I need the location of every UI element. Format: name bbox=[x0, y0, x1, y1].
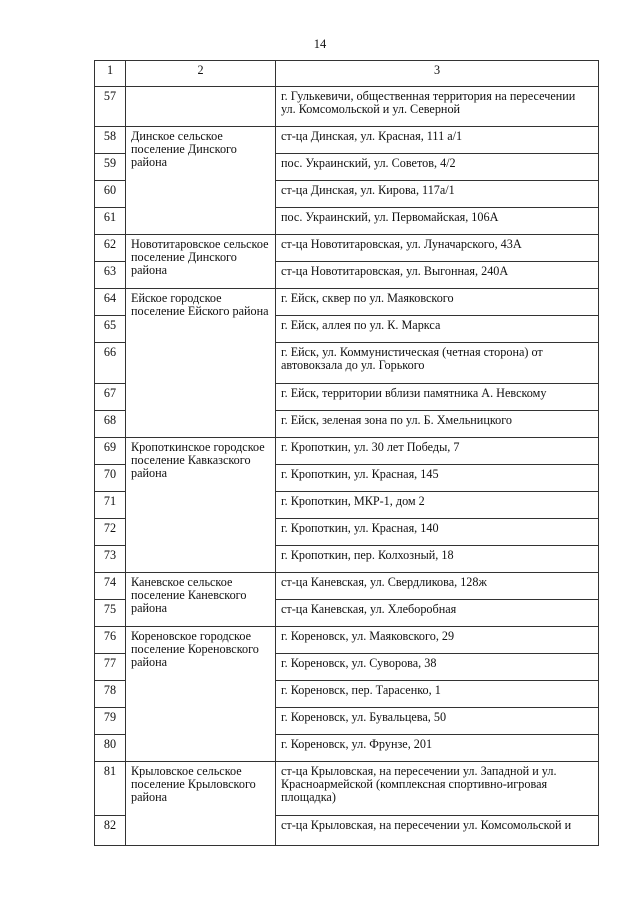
row-number: 59 bbox=[95, 154, 126, 181]
settlement-cell: Каневское сельское поселение Каневского района bbox=[126, 573, 276, 627]
row-number: 79 bbox=[95, 708, 126, 735]
address-cell: пос. Украинский, ул. Советов, 4/2 bbox=[276, 154, 599, 181]
row-number: 67 bbox=[95, 384, 126, 411]
address-cell: г. Кореновск, ул. Фрунзе, 201 bbox=[276, 735, 599, 762]
address-cell: г. Кореновск, пер. Тарасенко, 1 bbox=[276, 681, 599, 708]
row-number: 73 bbox=[95, 546, 126, 573]
address-cell: г. Кореновск, ул. Бувальцева, 50 bbox=[276, 708, 599, 735]
table-row bbox=[95, 289, 599, 316]
row-number: 64 bbox=[95, 289, 126, 316]
row-number: 71 bbox=[95, 492, 126, 519]
address-cell: г. Кореновск, ул. Суворова, 38 bbox=[276, 654, 599, 681]
row-number: 60 bbox=[95, 181, 126, 208]
address-cell: ст-ца Новотитаровская, ул. Луначарского, 43А bbox=[276, 235, 599, 262]
row-number: 78 bbox=[95, 681, 126, 708]
row-number: 68 bbox=[95, 411, 126, 438]
row-number: 65 bbox=[95, 316, 126, 343]
address-cell: ст-ца Новотитаровская, ул. Выгонная, 240А bbox=[276, 262, 599, 289]
settlement-cell: Кореновское городское поселение Кореновского района bbox=[126, 627, 276, 762]
address-cell: г. Ейск, ул. Коммунистическая (четная сторона) от автовокзала до ул. Горького bbox=[276, 343, 599, 384]
address-cell: ст-ца Динская, ул. Красная, 111 а/1 bbox=[276, 127, 599, 154]
address-cell: г. Ейск, зеленая зона по ул. Б. Хмельницкого bbox=[276, 411, 599, 438]
address-cell: ст-ца Каневская, ул. Хлеборобная bbox=[276, 600, 599, 627]
table-row bbox=[95, 87, 599, 127]
table-row bbox=[95, 438, 599, 465]
row-number: 63 bbox=[95, 262, 126, 289]
row-number: 72 bbox=[95, 519, 126, 546]
address-cell: г. Кропоткин, ул. 30 лет Победы, 7 bbox=[276, 438, 599, 465]
row-number: 81 bbox=[95, 762, 126, 816]
row-number: 76 bbox=[95, 627, 126, 654]
address-cell: ст-ца Крыловская, на пересечении ул. Западной и ул. Красноармейской (комплексная спортивно-игровая площадка) bbox=[276, 762, 599, 816]
address-cell: г. Ейск, сквер по ул. Маяковского bbox=[276, 289, 599, 316]
table-row bbox=[95, 627, 599, 654]
address-cell: г. Кропоткин, ул. Красная, 145 bbox=[276, 465, 599, 492]
row-number: 77 bbox=[95, 654, 126, 681]
row-number: 75 bbox=[95, 600, 126, 627]
table-row bbox=[95, 127, 599, 154]
address-cell: г. Кропоткин, МКР-1, дом 2 bbox=[276, 492, 599, 519]
table-row bbox=[95, 762, 599, 816]
address-cell: г. Гулькевичи, общественная территория на пересечении ул. Комсомольской и ул. Северной bbox=[276, 87, 599, 127]
row-number: 82 bbox=[95, 816, 126, 846]
column-header-3: 3 bbox=[276, 61, 599, 87]
address-cell: г. Кропоткин, пер. Колхозный, 18 bbox=[276, 546, 599, 573]
settlement-cell: Ейское городское поселение Ейского района bbox=[126, 289, 276, 438]
column-header-2: 2 bbox=[126, 61, 276, 87]
column-header-1: 1 bbox=[95, 61, 126, 87]
address-cell: ст-ца Крыловская, на пересечении ул. Комсомольской и bbox=[276, 816, 599, 846]
address-cell: пос. Украинский, ул. Первомайская, 106А bbox=[276, 208, 599, 235]
address-cell: г. Ейск, территории вблизи памятника А. Невскому bbox=[276, 384, 599, 411]
settlement-cell: Динское сельское поселение Динского района bbox=[126, 127, 276, 235]
address-cell: г. Ейск, аллея по ул. К. Маркса bbox=[276, 316, 599, 343]
row-number: 66 bbox=[95, 343, 126, 384]
settlement-cell: Крыловское сельское поселение Крыловского района bbox=[126, 762, 276, 846]
row-number: 57 bbox=[95, 87, 126, 127]
settlement-cell: Кропоткинское городское поселение Кавказского района bbox=[126, 438, 276, 573]
table-row bbox=[95, 573, 599, 600]
settlement-cell: Новотитаровское сельское поселение Динского района bbox=[126, 235, 276, 289]
page-number: 14 bbox=[313, 37, 327, 51]
address-cell: г. Кропоткин, ул. Красная, 140 bbox=[276, 519, 599, 546]
row-number: 80 bbox=[95, 735, 126, 762]
table-row bbox=[95, 235, 599, 262]
document-table bbox=[94, 60, 599, 846]
settlement-cell bbox=[126, 87, 276, 127]
address-cell: г. Кореновск, ул. Маяковского, 29 bbox=[276, 627, 599, 654]
address-cell: ст-ца Каневская, ул. Свердликова, 128ж bbox=[276, 573, 599, 600]
address-cell: ст-ца Динская, ул. Кирова, 117а/1 bbox=[276, 181, 599, 208]
row-number: 69 bbox=[95, 438, 126, 465]
row-number: 70 bbox=[95, 465, 126, 492]
row-number: 74 bbox=[95, 573, 126, 600]
row-number: 58 bbox=[95, 127, 126, 154]
row-number: 61 bbox=[95, 208, 126, 235]
row-number: 62 bbox=[95, 235, 126, 262]
